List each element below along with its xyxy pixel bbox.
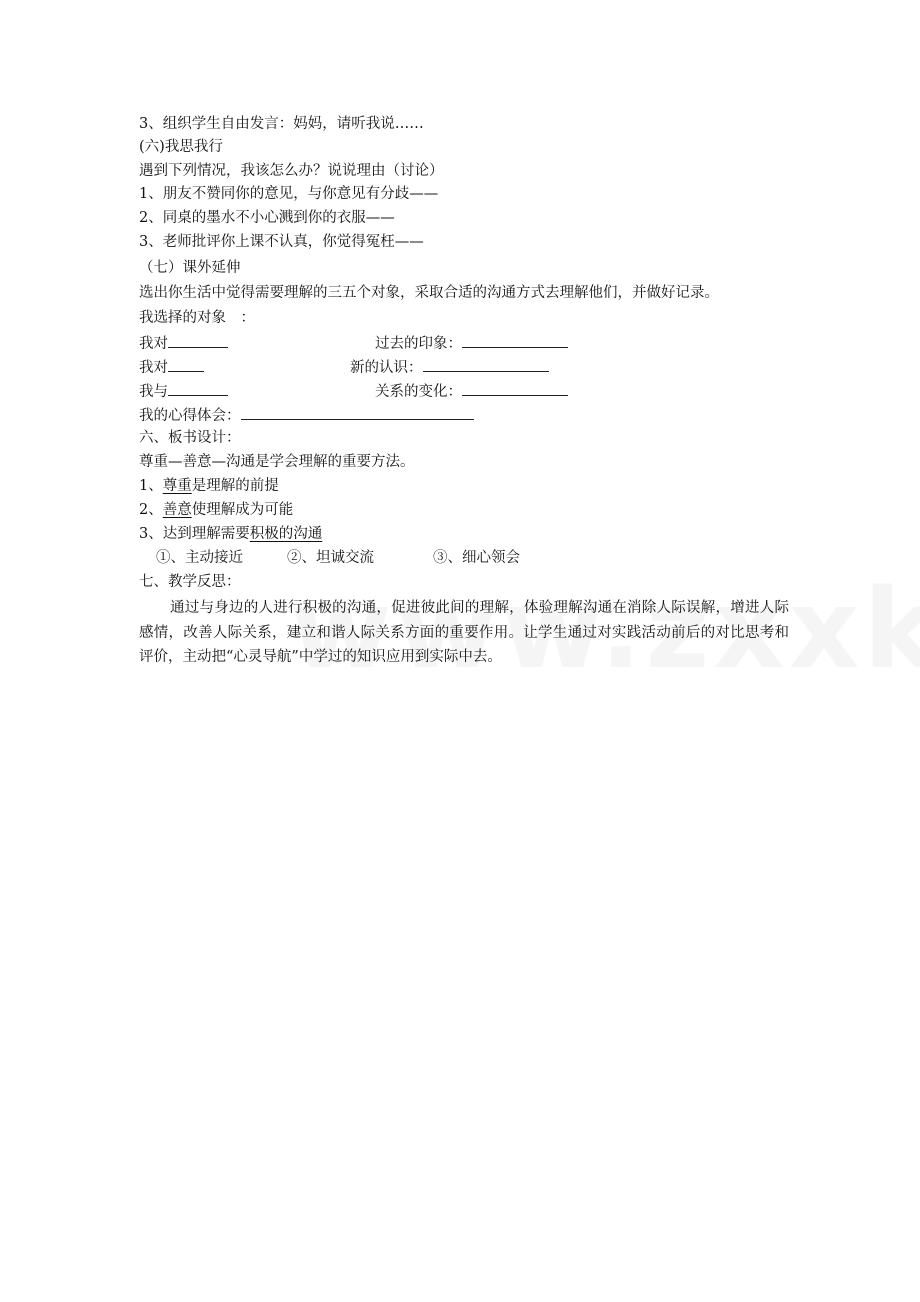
fill-blank[interactable]: [168, 332, 228, 348]
extension-instructions: 选出你生活中觉得需要理解的三五个对象，采取合适的沟通方式去理解他们，并做好记录。: [139, 285, 719, 301]
board-point-1-number: 1、: [139, 478, 163, 494]
discussion-prompt: 遇到下列情况，我该怎么办？说说理由（讨论）: [139, 163, 444, 179]
past-impression-label: 过去的印象：: [375, 336, 462, 352]
chosen-target-label: 我选择的对象 ：: [139, 310, 255, 326]
new-understanding-label: 新的认识：: [350, 360, 423, 376]
fill-blank[interactable]: [168, 380, 228, 396]
fill-blank[interactable]: [241, 404, 474, 420]
method-3: ③、细心领会: [433, 550, 520, 566]
board-summary: 尊重—善意—沟通是学会理解的重要方法。: [139, 454, 415, 470]
section-seven-heading: （七）课外延伸: [139, 260, 241, 276]
board-point-2: [139, 500, 293, 520]
method-1: ①、主动接近: [156, 550, 243, 566]
record-row-3-label: 我与: [139, 384, 168, 400]
board-point-1: [139, 476, 279, 496]
relationship-change-label: 关系的变化：: [375, 384, 462, 400]
board-point-3-text: 3、达到理解需要: [139, 526, 250, 542]
fill-blank[interactable]: [423, 356, 549, 372]
fill-blank[interactable]: [462, 380, 568, 396]
board-point-3-keyword: 积极的沟通: [249, 526, 323, 542]
board-point-2-keyword: 善意: [162, 502, 192, 518]
board-point-1-keyword: 尊重: [162, 478, 192, 494]
teaching-reflection-paragraph: 通过与身边的人进行积极的沟通，促进彼此间的理解，体验理解沟通在消除人际误解，增进人际感情，改善人际关系，建立和谐人际关系方面的重要作用。让学生通过对实践活动前后的对比思考和评价，主动把“心灵导航”中学过的知识应用到实际中去。: [139, 600, 789, 665]
fill-blank[interactable]: [168, 356, 204, 372]
reflection-record-row: [139, 404, 474, 426]
section-board-design-heading: 六、板书设计：: [139, 430, 241, 446]
board-point-3: [139, 524, 322, 544]
record-row-1-label: 我对: [139, 336, 168, 352]
section-teaching-reflection-heading: 七、教学反思：: [139, 574, 241, 590]
board-point-2-number: 2、: [139, 502, 163, 518]
method-2: ②、坦诚交流: [287, 550, 374, 566]
section-six-heading: (六)我思我行: [139, 139, 223, 155]
board-point-2-text: 使理解成为可能: [191, 502, 294, 518]
record-row-2-label: 我对: [139, 360, 168, 376]
step-3-free-speech: 3、组织学生自由发言：妈妈，请听我说……: [139, 116, 424, 132]
board-point-1-text: 是理解的前提: [191, 478, 279, 494]
situation-3: 3、老师批评你上课不认真，你觉得冤枉——: [139, 234, 424, 250]
fill-blank[interactable]: [462, 332, 568, 348]
situation-2: 2、同桌的墨水不小心溅到你的衣服——: [139, 210, 395, 226]
situation-1: 1、朋友不赞同你的意见，与你意见有分歧——: [139, 186, 439, 202]
reflection-record-label: 我的心得体会：: [139, 408, 241, 424]
